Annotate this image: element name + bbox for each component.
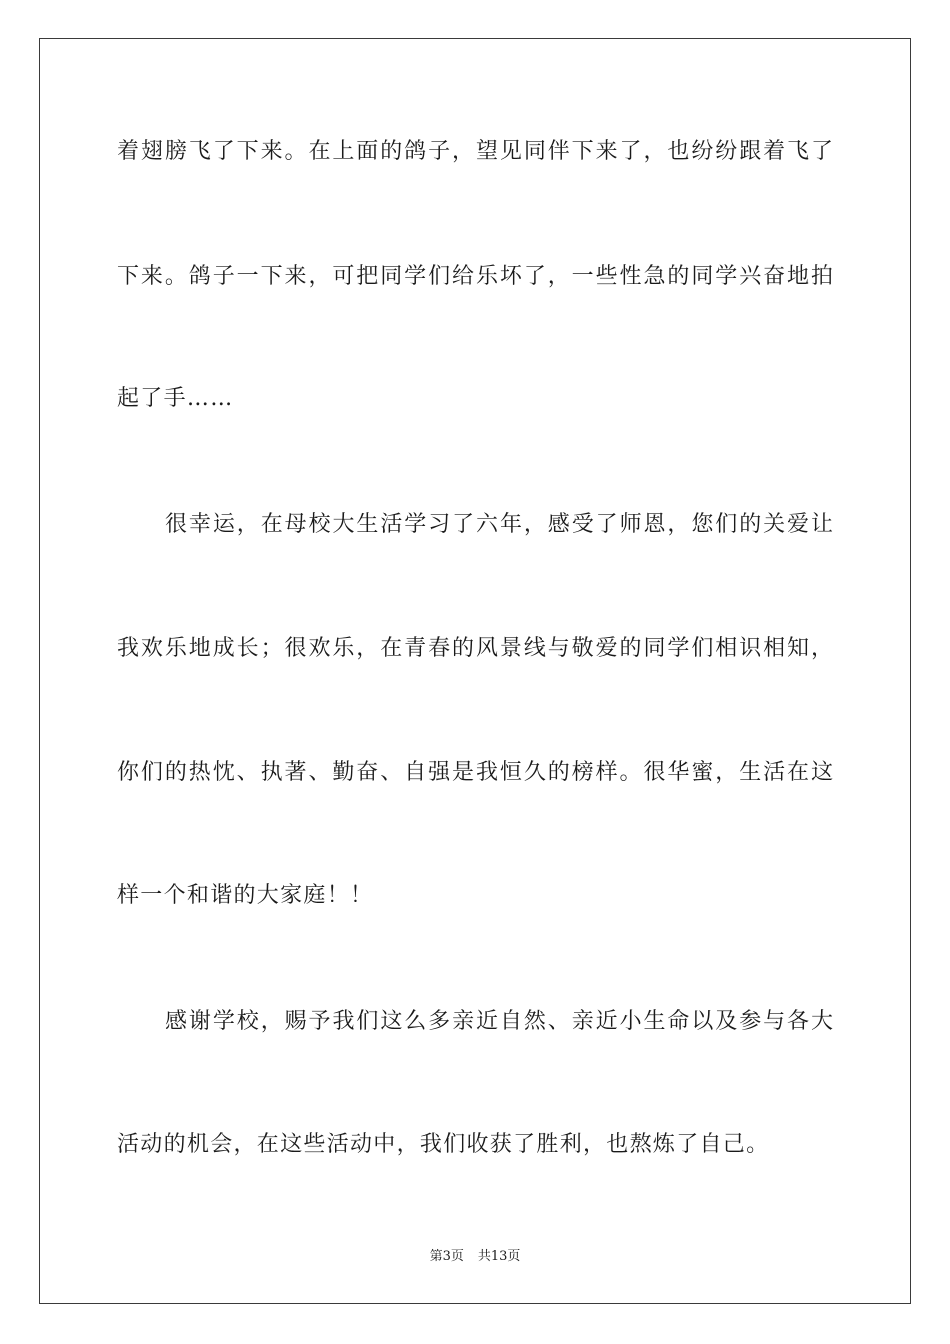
text-line: 起了手…… (117, 386, 234, 411)
text-line: 你们的热忱、执著、勤奋、自强是我恒久的榜样。很华蜜，生活在这 (117, 760, 833, 785)
page-number: 第3页 (429, 1249, 464, 1264)
paragraph-first-line: 感谢学校，赐予我们这么多亲近自然、亲近小生命以及参与各大 (165, 1009, 833, 1034)
text-line: 我欢乐地成长；很欢乐，在青春的风景线与敬爱的同学们相识相知， (117, 636, 833, 661)
text-line: 下来。鸽子一下来，可把同学们给乐坏了，一些性急的同学兴奋地拍 (117, 264, 833, 289)
text-line: 着翅膀飞了下来。在上面的鸽子，望见同伴下来了，也纷纷跟着飞了 (117, 139, 833, 164)
paragraph-first-line: 很幸运，在母校大生活学习了六年，感受了师恩，您们的关爱让 (165, 512, 833, 537)
page-border (39, 38, 911, 1304)
text-line: 样一个和谐的大家庭！！ (117, 883, 374, 908)
page-footer (0, 1249, 950, 1265)
page-total: 共13页 (477, 1249, 521, 1264)
text-line: 活动的机会，在这些活动中，我们收获了胜利，也熬炼了自己。 (117, 1132, 770, 1157)
